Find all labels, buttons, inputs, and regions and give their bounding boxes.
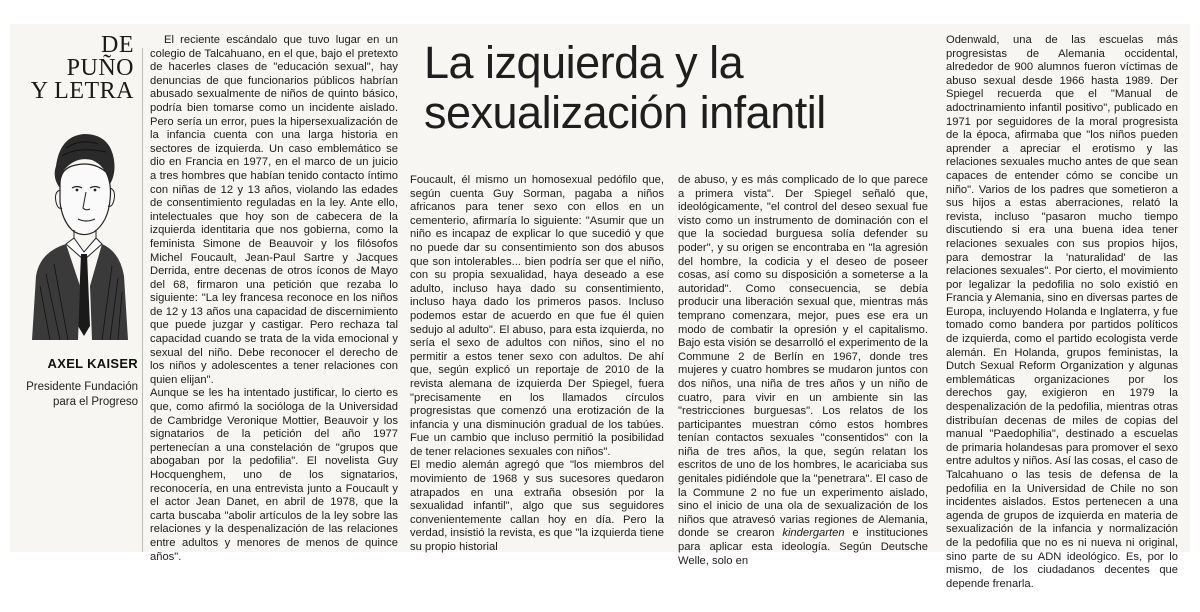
column-sidebar [20, 34, 138, 554]
paragraph [678, 174, 928, 568]
column-brand [20, 34, 134, 103]
headline-line: La izquierda y la [424, 37, 744, 88]
article-headline [424, 38, 924, 138]
paragraph: El medio alemán agregó que "los miembros del movimiento de 1968 y sus sucesores quedaron atrapados en una extraña obsesión por la sexualidad infantil", algo que sus seguidores convenientemente callan hoy en día. Pero la verdad, insistió la revista, es que "la izquierda tiene su propio historial [410, 459, 664, 554]
brand-line: Y LETRA [30, 78, 134, 104]
author-role-line: para el Progreso [52, 396, 138, 408]
column-divider [142, 48, 143, 552]
paragraph-text: de abuso, y es más complicado de lo que parece a primera vista". Der Spiegel señaló que, ideológicamente, "el control del deseo sexual fue visto como un instrumento de dominación con el que la sociedad burguesa solía defender su poder", y su origen se encontraba en "la agresión del hombre, la codicia y el deseo de poseer cosas, así como su disposición a someterse a la autoridad". Como consecuencia, se debía producir una liberación sexual que, mientras más temprano comenzara, mejor, pues ese era un modo de combatir la opresión y el capitalismo. Bajo esta visión se desarrolló el experimento de la Commune 2 de Berlín en 1967, donde tres mujeres y cuatro hombres se mudaron juntos con dos niños, una niña de tres años y un niño de cuatro, para vivir en un ambiente sin las "restricciones burguesas". Los relatos de los participantes muestran cómo estos hombres tenían contactos sexuales "consentidos" con la niña de tres años, la que, según relatan los escritos de uno de los hombres, le acariciaba sus genitales pidiéndole que la "penetrara". El caso de la Commune 2 no fue un experimento aislado, sino el inicio de una ola de sexualización de los niños que atravesó varias regiones de Alemania, donde se crearon [678, 174, 928, 540]
article-column-4 [946, 34, 1178, 591]
article-column-2 [410, 174, 664, 555]
article-column-1 [150, 34, 398, 564]
paragraph: Aunque se les ha intentado justificar, lo cierto es que, como afirmó la socióloga de la Universidad de Cambridge Veronique Mottier, Beauvoir y los signatarios de la petición del año 1977 pertenecían a una constelación de "grupos que abogaban por la pedofilia". El novelista Guy Hocquenghem, uno de los signatarios, reconocería, en una entrevista junto a Foucault y el actor Jean Danet, en abril de 1978, que la carta buscaba "abolir artículos de la ley sobre las relaciones y la despenalización de las relaciones entre adultos y menores de menos de quince años". [150, 387, 398, 563]
author-portrait-illustration [26, 126, 134, 340]
newspaper-page [10, 24, 1190, 590]
author-role-line: Presidente Fundación [26, 381, 138, 393]
brand-line: PUÑO [66, 55, 134, 81]
headline-line: sexualización infantil [424, 87, 826, 138]
paragraph: Odenwald, una de las escuelas más progresistas de Alemania occidental, alrededor de 900 alumnos fueron víctimas de abuso sexual desde 1966 hasta 1989. Der Spiegel recuerda que el "Manual de adoctrinamiento infantil positivo", publicado en 1971 por seguidores de la moral progresista de la época, afirmaba que "los niños pueden aprender a apreciar el erotismo y las relaciones sexuales mucho antes de que sean capaces de entender cómo se concibe un niño". Varios de los padres que sometieron a sus hijos a estas aberraciones, relató la revista, incluso "pasaron mucho tiempo discutiendo si era una buena idea tener relaciones sexuales con sus propios hijos, para demostrar la 'naturalidad' de las relaciones sexuales". Por cierto, el movimiento por legalizar la pedofilia no solo existió en Francia y Alemania, sino en diversas partes de Europa, incluyendo Holanda e Inglaterra, y fue tomado como bandera por partidos políticos de izquierda, como el partido ecologista verde alemán. En Holanda, grupos feministas, la Dutch Sexual Reform Organization y algunas emblemáticas organizaciones por los derechos gay, exigieron en 1979 la despenalización de la pedofilia, mientras otras distribuían decenas de miles de copias del manual "Paedophilia", destinado a escuelas de primaria holandesas para promover el sexo entre adultos y niños. Así las cosas, el caso de Talcahuano o las tesis de defensa de la pedofilia en la Universidad de Chile no son incidentes aislados. Estos pertenecen a una agenda de grupos de izquierda en materia de sexualización de la infancia y normalización de la pedofilia que no es ni nueva ni original, sino parte de su ADN ideológico. Es, por lo mismo, de los ciudadanos decentes que depende frenarla. [946, 34, 1178, 590]
paragraph: El reciente escándalo que tuvo lugar en un colegio de Talcahuano, en el que, bajo el pretexto de hacerles clases de "educación sexual", hay denuncias de que funcionarios públicos habrían abusado sexualmente de niños de quinto básico, podría bien tomarse como un incidente aislado. Pero sería un error, pues la hipersexualización de la infancia cuenta con una larga historia en sectores de izquierda. Un caso emblemático se dio en Francia en 1977, en el marco de un juicio a tres hombres que habían tenido contacto íntimo con niñas de 12 y 13 años, violando las edades de consentimiento reguladas en la ley. Ante ello, intelectuales que hoy son de cabecera de la izquierda identitaria que nos gobierna, como la feminista Simone de Beauvoir y los filósofos Michel Foucault, Jean-Paul Sartre y Jacques Derrida, entre decenas de otros íconos de Mayo del 68, firmaron una petición que rezaba lo siguiente: "La ley francesa reconoce en los niños de 12 y 13 años una capacidad de discernimiento que puede juzgar y castigar. Pero rechaza tal capacidad cuando se trata de la vida emocional y sexual del niño. Debe reconocer el derecho de los niños y adolescentes a tener relaciones con quien elijan". [150, 34, 398, 386]
paragraph-text: e instituciones para aplicar esta ideología. Según Deutsche Welle, solo en [678, 527, 928, 567]
paragraph: Foucault, él mismo un homosexual pedófilo que, según cuenta Guy Sorman, pagaba a niños africanos para tener sexo con ellos en un cementerio, afirmaría lo siguiente: "Asumir que un niño es incapaz de explicar lo que sucedió y que no puede dar su consentimiento son dos abusos que son intolerables... bien podría ser que el niño, con su propia sexualidad, haya deseado a ese adulto, incluso haya dado su consentimiento, incluso haya dado los primeros pasos. Incluso podemos estar de acuerdo en que fue él quien sedujo al adulto". El abuso, para esta izquierda, no sería el sexo de adultos con niños, sino el no permitir a estos tener sexo con adultos. De ahí que, según explicó un reportaje de 2010 de la revista alemana de izquierda Der Spiegel, fuera "precisamente en los llamados círculos progresistas que comenzó una erotización de la infancia y una disminución gradual de los tabúes. Fue un cambio que incluso permitió la posibilidad de tener relaciones sexuales con niños". [410, 174, 664, 458]
article-column-3 [678, 174, 928, 568]
brand-line: DE [101, 32, 134, 58]
emphasis-text: kindergarten [782, 527, 845, 540]
author-name: AXEL KAISER [47, 356, 138, 371]
author-role [20, 380, 138, 410]
